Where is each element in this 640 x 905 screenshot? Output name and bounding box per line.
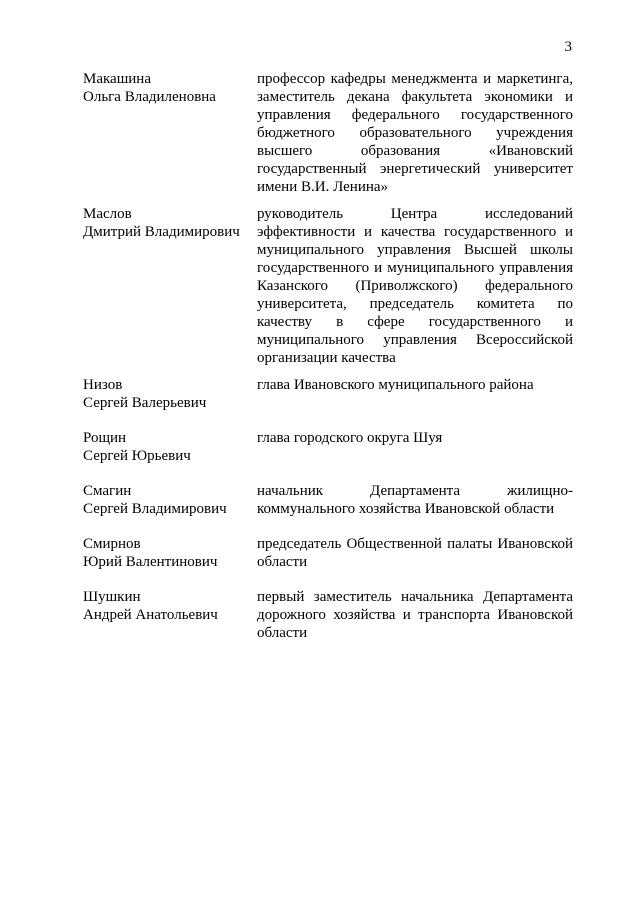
page-number: 3 [564, 39, 572, 55]
member-given-names: Сергей Юрьевич [83, 448, 191, 464]
member-surname: Смирнов [83, 536, 141, 552]
member-position: глава городского округа Шуя [257, 430, 443, 446]
member-entry [83, 482, 573, 535]
member-surname: Смагин [83, 483, 132, 499]
member-entry [83, 535, 573, 588]
member-given-names: Дмитрий Владимирович [83, 224, 240, 240]
member-name [83, 70, 257, 106]
member-surname: Макашина [83, 71, 151, 87]
member-given-names: Ольга Владиленовна [83, 89, 216, 105]
member-entry [83, 588, 573, 648]
member-entry [83, 376, 573, 429]
member-surname: Рощин [83, 430, 127, 446]
member-position: начальник Департамента жилищно-коммунального хозяйства Ивановской области [257, 483, 573, 517]
member-position: руководитель Центра исследований эффективности и качества государственного и муниципального управления Высшей школы государственного и муниципального управления Казанского (Приволжского) федерального университета, председатель комитета по качеству в сфере государственного и муниципального управления Всероссийской организации качества [257, 206, 573, 366]
member-given-names: Сергей Валерьевич [83, 395, 207, 411]
member-name [83, 535, 257, 571]
member-name [83, 376, 257, 412]
member-surname: Низов [83, 377, 123, 393]
member-entry [83, 429, 573, 482]
member-given-names: Андрей Анатольевич [83, 607, 218, 623]
member-entry [83, 205, 573, 376]
member-name [83, 588, 257, 624]
member-given-names: Юрий Валентинович [83, 554, 218, 570]
member-name [83, 429, 257, 465]
member-position: первый заместитель начальника Департамента дорожного хозяйства и транспорта Ивановской области [257, 589, 573, 641]
member-surname: Маслов [83, 206, 132, 222]
member-entry [83, 70, 573, 205]
member-given-names: Сергей Владимирович [83, 501, 227, 517]
member-name [83, 482, 257, 518]
member-position: профессор кафедры менеджмента и маркетинга, заместитель декана факультета экономики и управления федерального государственного бюджетного образовательного учреждения высшего образования «Ивановский государственный энергетический университет имени В.И. Ленина» [257, 71, 573, 195]
member-position: глава Ивановского муниципального района [257, 377, 534, 393]
member-roster [83, 70, 573, 648]
member-surname: Шушкин [83, 589, 141, 605]
member-position: председатель Общественной палаты Ивановской области [257, 536, 573, 570]
member-name [83, 205, 257, 241]
